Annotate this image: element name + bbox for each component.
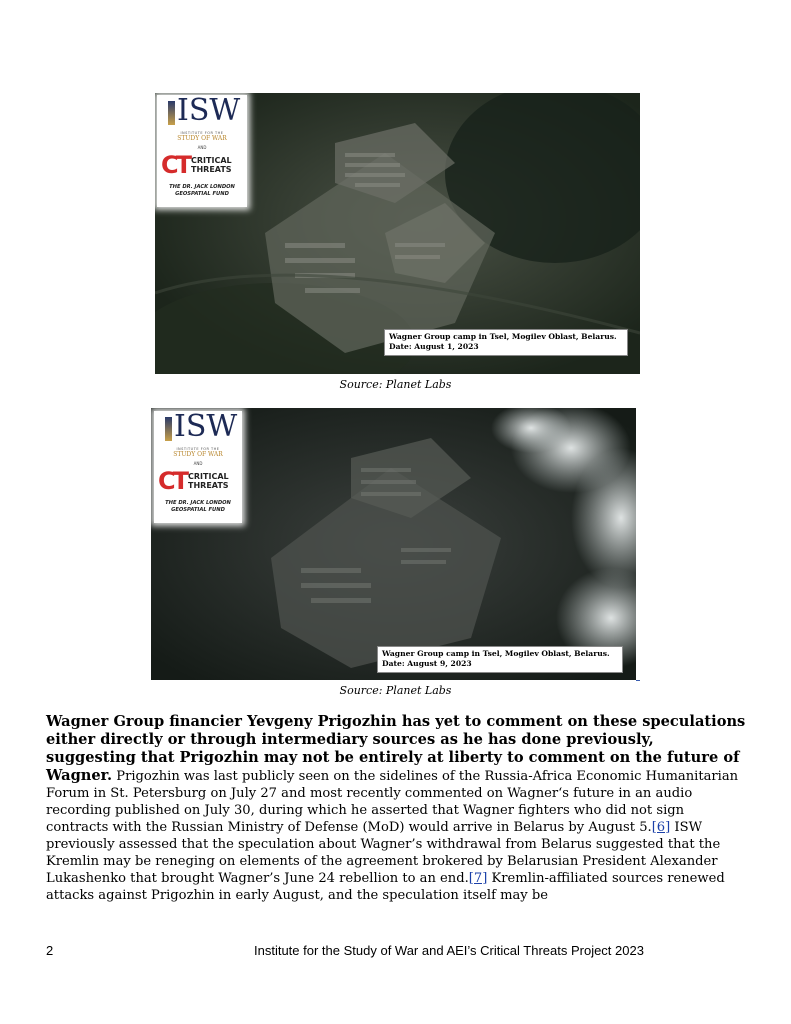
fund-line-1: THE DR. JACK LONDON [169, 184, 235, 190]
footnote-link-7[interactable]: [7] [468, 871, 488, 886]
paragraph-text: Kremlin-affiliated sources renewed attacks against Prigozhin in early August, and the speculation itself may be [46, 871, 725, 903]
caption-date: Date: August 1, 2023 [389, 342, 479, 351]
caption-date: Date: August 9, 2023 [382, 659, 472, 668]
isw-subtitle: INSTITUTE FOR THE [176, 447, 220, 451]
ct-word-critical: CRITICAL [191, 156, 232, 165]
body-paragraph [46, 713, 746, 904]
page-number: 2 [46, 943, 54, 958]
ct-logo-icon: CT [161, 151, 189, 179]
link-underline-mark [636, 680, 640, 681]
isw-ct-logo [157, 95, 247, 207]
isw-subtitle: INSTITUTE FOR THE [180, 131, 224, 135]
caption-location: Wagner Group camp in Tsel, Mogilev Oblast, Belarus. [382, 649, 610, 658]
image-caption [377, 646, 623, 673]
footnote-link-6[interactable]: [6] [651, 820, 671, 835]
ct-word-threats: THREATS [188, 481, 229, 490]
lead-sentence: Wagner Group financier Yevgeny Prigozhin has yet to comment on these speculations either directly or through intermediary sources as he has done previously, suggesting that Prigozhin may not be entirely at liberty to comment on the future of Wagner. [46, 713, 746, 784]
isw-emblem-icon [165, 417, 172, 441]
fund-line-2: GEOSPATIAL FUND [175, 191, 229, 197]
ct-word-critical: CRITICAL [188, 472, 229, 481]
paragraph-text: Prigozhin was last publicly seen on the sidelines of the Russia-Africa Economic Humanitarian Forum in St. Petersburg on July 27 and most recently commented on Wagner‘s future in an audio recording published on July 30, during which he asserted that Wagner fighters who did not sign contracts with the Russian Ministry of Defense (MoD) would arrive in Belarus by August 5. [46, 769, 739, 835]
logo-and: AND [193, 461, 203, 466]
isw-subtitle-2: STUDY OF WAR [173, 451, 223, 458]
isw-logo-text: ISW [177, 93, 241, 128]
footer-text: Institute for the Study of War and AEI’s Critical Threats Project 2023 [254, 943, 644, 958]
fund-line-2: GEOSPATIAL FUND [171, 507, 225, 513]
satellite-image-august-1 [155, 93, 640, 374]
caption-location: Wagner Group camp in Tsel, Mogilev Oblast, Belarus. [389, 332, 617, 341]
isw-subtitle-2: STUDY OF WAR [177, 135, 227, 142]
paragraph-text: ISW previously assessed that the speculation about Wagner’s withdrawal from Belarus suggested that the Kremlin may be reneging on elements of the agreement brokered by Belarusian President Alexander Lukashenko that brought Wagner’s June 24 rebellion to an end. [46, 820, 721, 886]
image-source: Source: Planet Labs [339, 684, 452, 697]
image-caption [384, 329, 628, 356]
satellite-image-august-9 [151, 408, 636, 680]
isw-logo-text: ISW [174, 409, 238, 444]
fund-line-1: THE DR. JACK LONDON [165, 500, 231, 506]
isw-emblem-icon [168, 101, 175, 125]
logo-and: AND [197, 145, 207, 150]
image-source: Source: Planet Labs [339, 378, 452, 391]
isw-ct-logo [154, 411, 242, 523]
ct-logo-icon: CT [158, 467, 186, 495]
ct-word-threats: THREATS [191, 165, 232, 174]
